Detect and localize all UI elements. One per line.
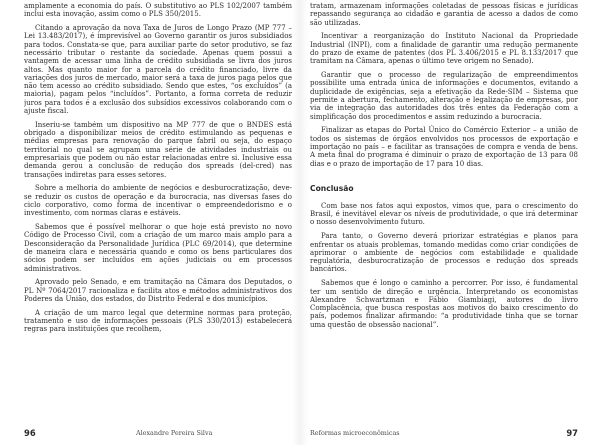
running-head-author: Alexandre Pereira Silva <box>136 429 213 437</box>
right-page <box>310 2 578 414</box>
body-paragraph: Para tanto, o Governo deverá priorizar estratégias e planos para enfrentar os atuais problemas, tomando medidas como criar condições de aprimorar o ambiente de negócios com estabilidade e qualidade regulatória, desburocratização de processos e redução dos spreads bancários. <box>310 232 578 274</box>
body-paragraph: Sabemos que é longo o caminho a percorrer. Por isso, é fundamental ter um sentido de direção e urgência. Interpretando os economistas Alexandre Schwartzman e Fábio Giambiagi, autores do livro Complacência, que busca respostas aos motivos do baixo crescimento do país, podemos finalizar afirmando: “a produtividade tinha que se tornar uma questão de obsessão nacional”. <box>310 279 578 329</box>
right-page-body-before <box>310 2 578 168</box>
left-page <box>24 2 292 414</box>
body-paragraph: Sabemos que é possível melhorar o que hoje está previsto no novo Código de Processo Civil, com a criação de um marco mais amplo para a Desconsideração da Personalidade Jurídica (PLC 69/2014), que determine de maneira clara e necessária quando e como os bens particulares dos sócios podem ser incluídos em ações judiciais ou em processos administrativos. <box>24 223 292 273</box>
body-paragraph: Com base nos fatos aqui expostos, vimos que, para o crescimento do Brasil, é inevitável elevar os níveis de produtividade, o que irá determinar o nosso desenvolvimento futuro. <box>310 201 578 227</box>
gutter-shadow <box>292 0 308 445</box>
body-paragraph: Incentivar a reorganização do Instituto Nacional da Propriedade Industrial (INPI), com a finalidade de garantir uma redução permanente do prazo de exame de patentes (dos PL 3.406/2015 e PL 8.133/2017 que tramitam na Câmara, apenas o último teve origem no Senado). <box>310 32 578 66</box>
running-head-title: Reformas microeconômicas <box>310 429 400 437</box>
left-page-body <box>24 2 292 334</box>
body-paragraph: Finalizar as etapas do Portal Único do Comércio Exterior – a união de todos os sistemas de órgãos envolvidos nos processos de exportação e importação no país – e facilitar as transações de compra e venda de bens. A meta final do programa é diminuir o prazo de exportação de 13 para 08 dias e o prazo de importação de 17 para 10 dias. <box>310 126 578 168</box>
body-paragraph: Inseriu-se também um dispositivo na MP 777 de que o BNDES está obrigado a disponibilizar meios de crédito estimulando as pequenas e médias empresas para renovação do parque fabril ou seja, do espaço territorial no qual se agrupam uma série de atividades industriais ou empresariais que podem ou não estar relacionadas entre si. Inclusive essa demanda gerou a conclusão de redução dos spreads (del-cred) nas transações indiretas para esses setores. <box>24 120 292 179</box>
body-paragraph: amplamente a economia do país. O substitutivo ao PLS 102/2007 também inclui esta inovação, assim como o PLS 350/2015. <box>24 2 292 19</box>
body-paragraph: Garantir que o processo de regularização de empreendimentos possibilite uma entrada única de informações e documentos, evitando a duplicidade de exigências, seja a efetivação da Rede-SIM – Sistema que permite a abertura, fechamento, alteração e legalização de empresas, por via de integração das autoridades dos três entes da Federação com a simplificação dos procedimentos e assim reduzindo a burocracia. <box>310 71 578 121</box>
body-paragraph: tratam, armazenam informações coletadas de pessoas físicas e jurídicas repassando segurança ao cidadão e garantia de acesso a dados de como são utilizadas. <box>310 2 578 27</box>
page-number-left: 96 <box>24 428 36 438</box>
section-heading-conclusao: Conclusão <box>310 183 354 193</box>
right-page-footer <box>310 427 578 439</box>
page-number-right: 97 <box>566 428 578 438</box>
body-paragraph: A criação de um marco legal que determine normas para proteção, tratamento e uso de informações pessoais (PLS 330/2013) estabelecerá regras para instituições que recolhem, <box>24 308 292 334</box>
body-paragraph: Sobre a melhoria do ambiente de negócios e desburocratização, deve-se reduzir os custos de operação e da burocracia, nas diversas fases do ciclo corporativo, como forma de incentivar o empreendedorismo e o investimento, com normas claras e estáveis. <box>24 184 292 218</box>
right-page-body-after <box>310 202 578 329</box>
left-page-footer <box>24 427 292 439</box>
body-paragraph: Citando a aprovação da nova Taxa de Juros de Longo Prazo (MP 777 – Lei 13.483/2017), é imprevisível ao Governo garantir os juros subsidiados para todos. Constata-se que, para auxiliar parte do setor produtivo, se faz necessário tributar o restante da sociedade. Apenas quem possui a vantagem de acessar uma linha de crédito subsidiada se livra dos juros altos. Mas quanto maior for a parcela do crédito financiado, livre da variações dos juros de mercado, maior será a taxa de juros paga pelos que não tem acesso ao crédito subsidiado. Sendo que estes, “os excluídos” (a maioria), pagam pelos “incluídos”. Portanto, a forma correta de reduzir juros para todos é a exclusão dos subsídios excessivos colaborando com o ajuste fiscal. <box>24 24 292 116</box>
body-paragraph: Aprovado pelo Senado, e em tramitação na Câmara dos Deputados, o PL Nº 7064/2017 racionaliza e facilita atos e métodos administrativos dos Poderes da União, dos estados, do Distrito Federal e dos municípios. <box>24 278 292 303</box>
